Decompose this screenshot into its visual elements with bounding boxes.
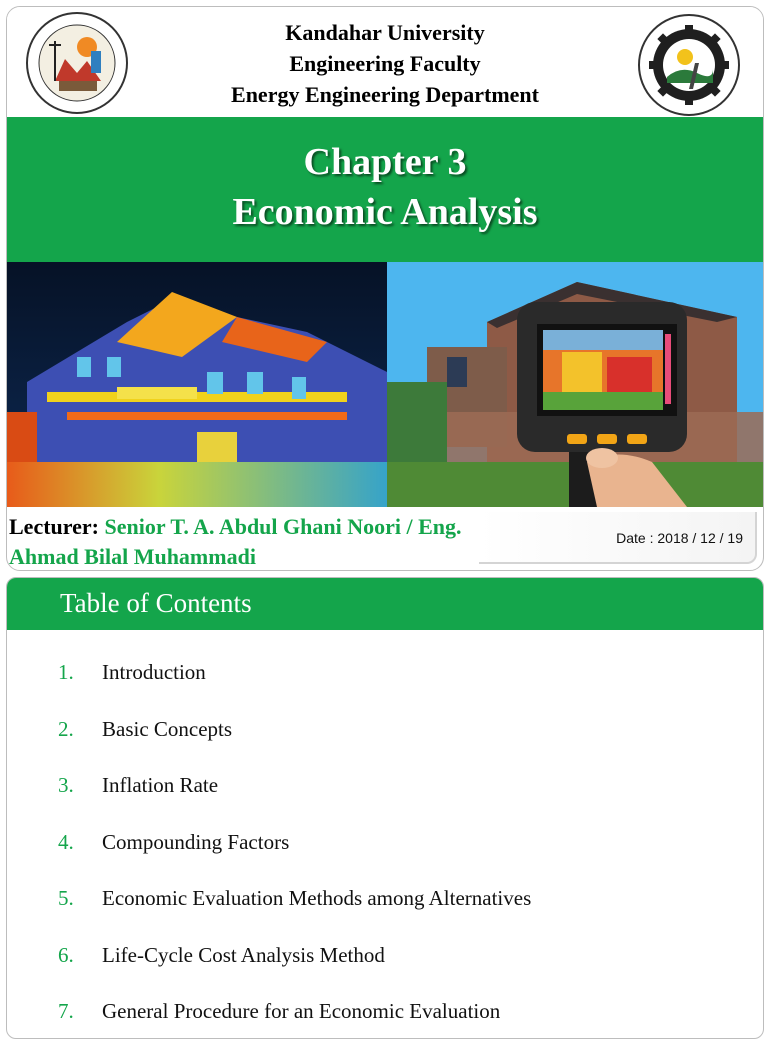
subject-title: Economic Analysis [232,191,538,233]
energy-department-logo [25,11,129,115]
lecturer-block [9,512,479,571]
toc-item-introduction [7,648,763,705]
university-title-block [167,17,603,110]
toc-item-general-procedure [7,987,763,1039]
toc-item-number: 2. [58,716,74,741]
toc-item-label: Inflation Rate [102,773,219,797]
department-name: Energy Engineering Department [231,82,539,107]
toc-item-number: 5. [58,886,74,910]
photo-strip [7,262,763,507]
faculty-name: Engineering Faculty [289,51,481,76]
toc-item-label: General Procedure for an Economic Evaluation [102,999,501,1023]
toc-item-label: Introduction [102,660,206,684]
date-text: Date : 2018 / 12 / 19 [616,530,743,546]
contents-slide [6,577,764,1039]
toc-item-number: 4. [58,829,74,854]
title-slide [6,6,764,571]
chapter-title: Chapter 3 [303,141,467,183]
toc-item-label: Economic Evaluation Methods among Alternatives [102,886,532,910]
toc-item-inflation-rate [7,761,763,818]
title-band [7,117,763,262]
toc-item-label: Life-Cycle Cost Analysis Method [102,942,385,967]
toc-item-life-cycle-cost [7,931,763,988]
lecturer-label: Lecturer: [9,514,99,539]
toc-list [7,648,763,1039]
university-name: Kandahar University [285,20,485,45]
toc-item-basic-concepts [7,705,763,762]
date-box [479,512,759,567]
thermal-camera-image [387,262,763,507]
toc-title: Table of Contents [60,588,252,618]
thermal-house-image [7,262,387,507]
toc-item-number: 3. [58,773,74,797]
toc-item-compounding-factors [7,818,763,875]
toc-item-label: Basic Concepts [102,716,233,741]
university-header [7,7,763,117]
engineering-faculty-logo [637,13,741,117]
toc-header-band [7,578,763,630]
toc-item-number: 6. [58,942,74,967]
lecturer-names: Senior T. A. Abdul Ghani Noori / Eng. Ahmad Bilal Muhammadi [9,514,462,569]
toc-item-number: 7. [58,999,74,1023]
toc-item-label: Compounding Factors [102,829,290,854]
toc-item-number: 1. [58,660,74,684]
toc-item-evaluation-methods [7,874,763,931]
